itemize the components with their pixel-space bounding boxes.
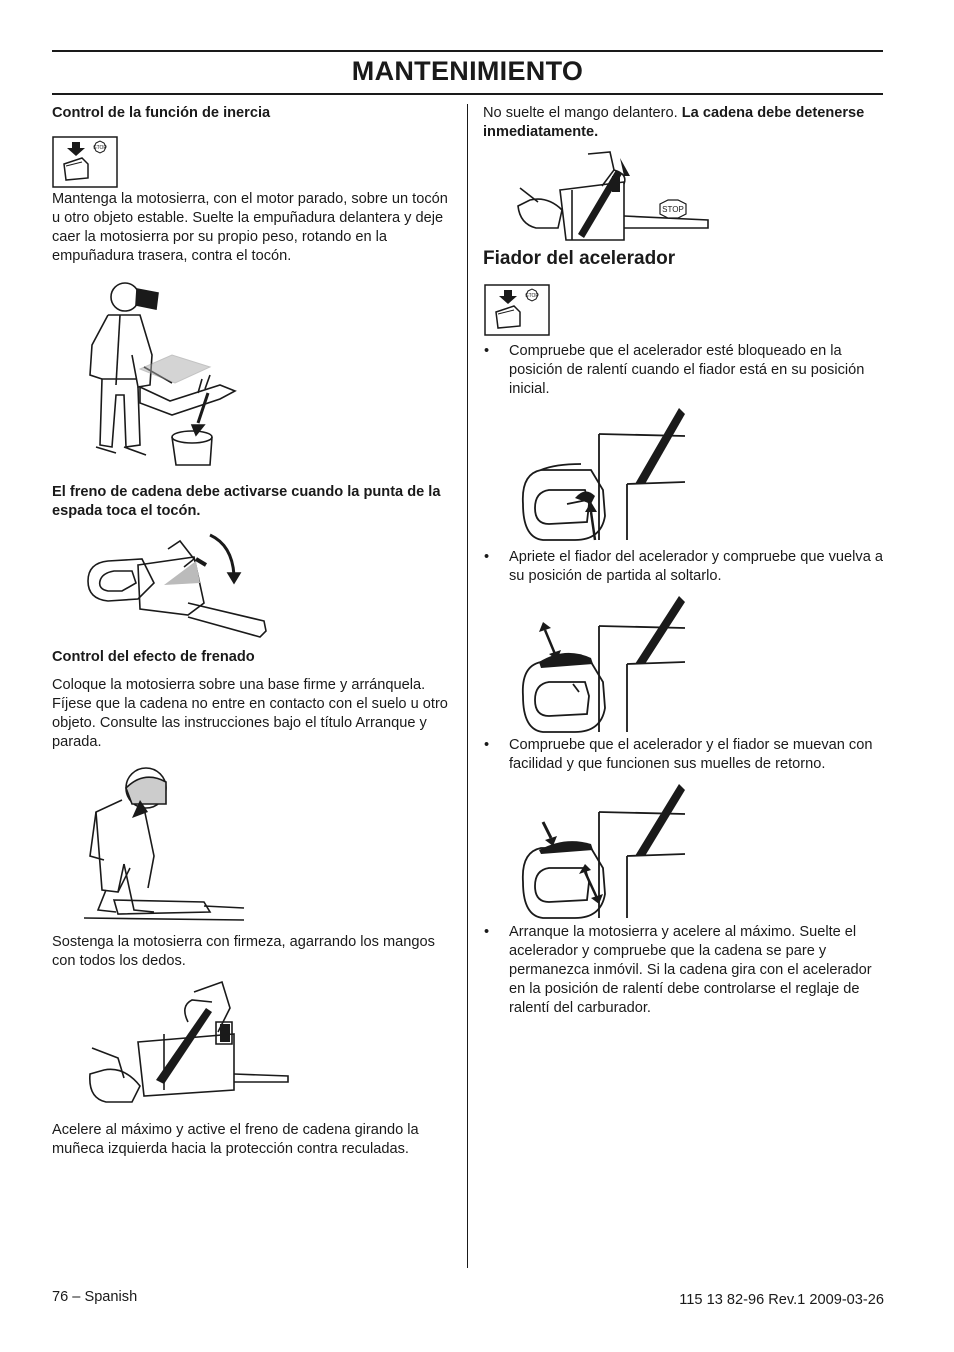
throttle-stop-icon <box>484 284 550 341</box>
front-handle-note <box>483 104 883 142</box>
front-handle-note-bold: La cadena debe detenerse inmediatamente. <box>483 105 865 140</box>
top-rule <box>52 50 883 52</box>
header-rule <box>52 93 883 95</box>
bullet-item <box>484 923 887 1018</box>
page-title: MANTENIMIENTO <box>351 56 584 86</box>
document-reference: 115 13 82-96 Rev.1 2009-03-26 <box>679 1292 884 1308</box>
inertia-heading: Control de la función de inercia <box>52 105 271 121</box>
bullet-marker: • <box>484 924 490 940</box>
throttle-springs-illustration <box>515 780 690 925</box>
bullet-marker: • <box>484 549 490 565</box>
bullet-text: Apriete el fiador del acelerador y compruebe que vuelva a su posición de partida al soltarlo. <box>509 549 883 584</box>
grip-paragraph: Sostenga la motosierra con firmeza, agarrando los mangos con todos los dedos. <box>52 934 435 969</box>
brake-effect-paragraph: Coloque la motosierra sobre una base firme y arránquela. Fíjese que la cadena no entre en contacto con el suelo u otro objeto. Consulte las instrucciones bajo el título Arranque y parada. <box>52 677 448 750</box>
bullet-item <box>484 548 887 586</box>
chain-stop-illustration <box>512 148 712 248</box>
front-handle-note-normal: No suelte el mango delantero. <box>483 105 682 121</box>
bullet-marker: • <box>484 343 490 359</box>
bullet-item <box>484 736 887 774</box>
brake-effect-heading: Control del efecto de frenado <box>52 649 255 665</box>
inertia-paragraph: Mantenga la motosierra, con el motor parado, sobre un tocón u otro objeto estable. Suelte la empuñadura delantera y deje caer la motosierra por su propio peso, rotando en la empuñadura trasera, contra el tocón. <box>52 191 448 264</box>
column-divider <box>467 104 468 1268</box>
bullet-marker: • <box>484 737 490 753</box>
bullet-item <box>484 342 887 399</box>
page-number: 76 – Spanish <box>52 1289 138 1305</box>
throttle-lockout-heading: Fiador del acelerador <box>483 248 676 269</box>
throttle-stop-label: STOP <box>525 293 539 299</box>
chain-stop-label: STOP <box>662 205 684 214</box>
bullet-text: Compruebe que el acelerador y el fiador se muevan con facilidad y que funcionen sus muelles de retorno. <box>509 737 873 772</box>
brake-note: El freno de cadena debe activarse cuando la punta de la espada toca el tocón. <box>52 484 441 519</box>
brake-activate-paragraph: Acelere al máximo y active el freno de cadena girando la muñeca izquierda hacia la protección contra reculadas. <box>52 1122 419 1157</box>
worker-stump-illustration <box>80 275 260 480</box>
bullet-text: Compruebe que el acelerador esté bloqueado en la posición de ralentí cuando el fiador está en su posición inicial. <box>509 343 865 397</box>
grip-handle-illustration <box>84 978 294 1123</box>
stop-label: STOP <box>93 145 107 151</box>
throttle-lockout-illustration <box>515 592 690 739</box>
stop-instruction-icon <box>52 136 118 193</box>
chainsaw-tilt-illustration <box>84 525 274 650</box>
worker-start-illustration <box>84 760 244 930</box>
throttle-idle-illustration <box>515 404 690 549</box>
bullet-text: Arranque la motosierra y acelere al máximo. Suelte el acelerador y compruebe que la cadena se pare y permanezca inmóvil. Si la cadena gira con el acelerador en la posición de ralentí debe controlarse el reglaje de ralentí del carburador. <box>509 924 872 1016</box>
